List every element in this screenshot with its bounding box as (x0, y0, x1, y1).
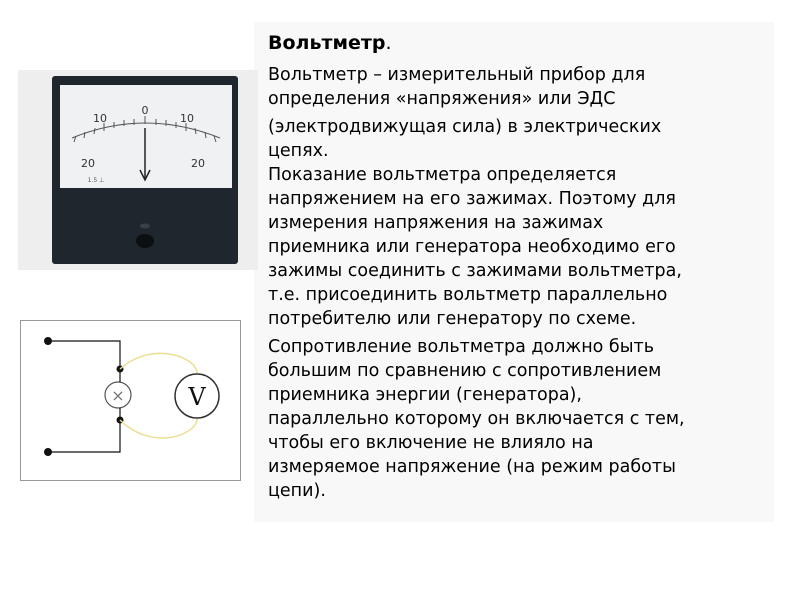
voltmeter-symbol: V (188, 383, 206, 411)
scale-label-right-inner: 10 (180, 112, 194, 125)
title-text: Вольтметр (268, 32, 386, 54)
knob-highlight (140, 224, 150, 229)
circuit-schematic (21, 321, 242, 482)
load-symbol: × (111, 386, 125, 405)
paragraph-resistance: Сопротивление вольтметра должно быть большим по сравнению с сопротивлением приемника энергии (генератора), параллельно которому он включается с тем, чтобы его включение не влияло на измеряемое напряжение (на режим работы цепи). (268, 337, 685, 501)
scale-label-left-inner: 10 (93, 112, 107, 125)
circuit-diagram (20, 320, 241, 481)
wire-top (48, 341, 120, 369)
meter-small-marking: 1.5 ⊥ (87, 177, 105, 184)
scale-label-right-outer: 20 (191, 157, 205, 170)
voltmeter-wire-top (120, 353, 197, 373)
scale-label-center: 0 (141, 104, 149, 117)
paragraph-connection: (электродвижущая сила) в электрических цепях. Показание вольтметра определяется напряжением на его зажимах. Поэтому для измерения напряжения на зажимах приемника или генератора необходимо его зажимы соединить с зажимами вольтметра, т.е. присоединить вольтметр параллельно потребителю или генератору по схеме. (268, 117, 682, 329)
title-suffix: . (385, 32, 392, 54)
zero-adjust-knob (136, 234, 154, 248)
scale-label-left-outer: 20 (81, 157, 95, 170)
voltmeter-wire-bottom (120, 419, 197, 438)
paragraph-definition: Вольтметр – измерительный прибор для определения «напряжения» или ЭДС (268, 65, 646, 109)
wire-bottom (48, 421, 120, 452)
